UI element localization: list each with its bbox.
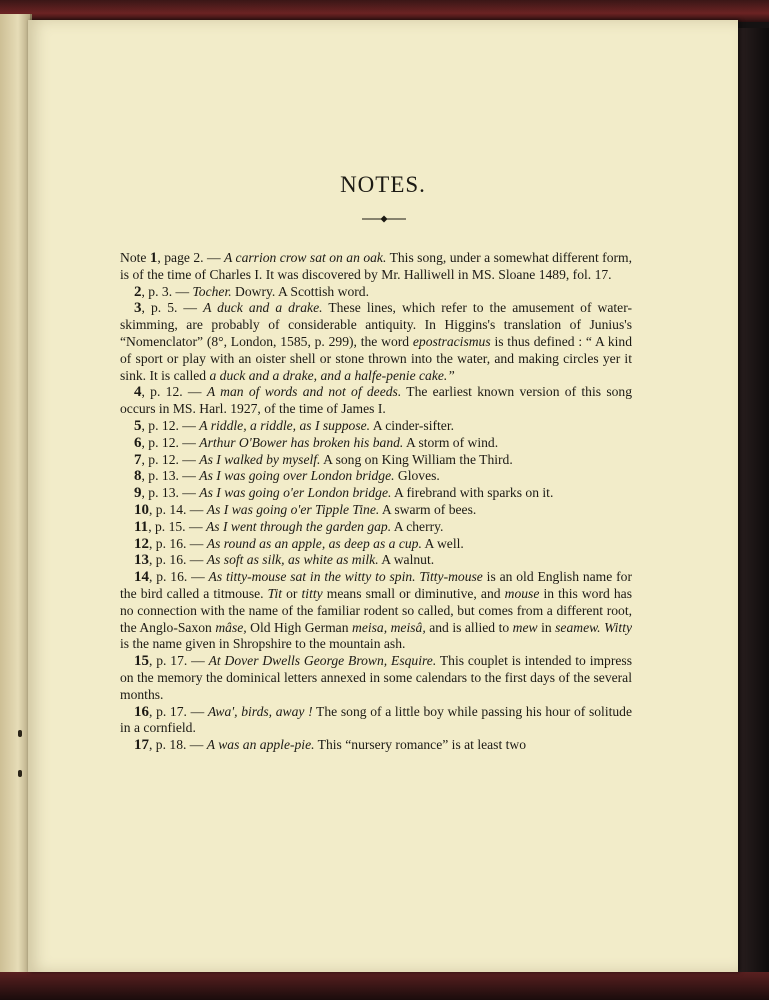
note-italic-text: As titty-mouse sat in the witty to spin. [208,569,416,585]
note-italic-text: titty [301,585,323,601]
note-text: is thus defined : “ A kind of sport or play with an oister shell or stone thrown into the water, and making circles yer it sink. It is called [120,333,632,383]
note-page-ref: , p. 18. — [149,737,207,753]
note-text: The earliest known version of this song occurs in MS. Harl. 1927, of the time of James I. [120,384,632,417]
note-text: A cinder-sifter. [370,417,455,433]
note-italic-text: Arthur O'Bower has broken his band. [199,434,404,450]
note-number: 2 [134,283,142,300]
note-italic-text: A man of words and not of deeds. [206,384,402,400]
note-6 [120,435,632,452]
note-italic-text: As I was going over London bridge. [199,468,395,484]
note-italic-text: mouse [504,585,540,601]
note-number: 7 [134,451,142,468]
binding-mark [18,770,22,777]
note-page-ref: , p. 5. — [141,300,204,316]
note-number: 3 [134,300,142,317]
note-number: 8 [134,468,142,485]
note-text: These lines, which refer to the amusement of water-skimming, are probably of considerable antiquity. In Higgins's translation of Junius's “Nomenclator” (8°, London, 1585, p. 299), the word [120,300,632,349]
note-number: 5 [134,417,142,434]
note-text: A cherry. [391,518,444,534]
note-text: means small or diminutive, and [322,585,505,601]
book-bottom-edge [0,972,769,1000]
note-4 [120,384,632,418]
note-italic-text: A duck and a drake. [203,300,323,316]
note-9 [120,485,632,502]
note-italic-text: Titty-mouse [419,569,483,585]
note-page-ref: , p. 15. — [148,518,206,534]
note-page-ref: , p. 13. — [141,468,200,484]
note-italic-text: As I was going o'er London bridge. [199,485,392,501]
note-page-ref: , p. 12. — [141,417,200,433]
note-text: A storm of wind. [403,434,499,450]
note-number: 17 [134,737,149,754]
note-italic-text: As I walked by myself. [199,451,321,467]
note-italic-text: A carrion crow sat on an oak. [224,250,387,265]
note-page-ref: , p. 12. — [141,451,200,467]
note-text: This “nursery romance” is at least two [314,737,527,753]
note-number: 13 [134,552,149,569]
note-text: is an old English name for the bird called a titmouse. [120,569,632,601]
book-cover-edge [738,28,769,978]
book-binding [0,0,769,22]
note-11 [120,519,632,536]
note-italic-text: A riddle, a riddle, as I suppose. [199,417,371,433]
note-10 [120,502,632,519]
note-italic-text: meisa, meisâ, [352,619,426,635]
note-page-ref: , p. 12. — [141,384,207,400]
note-page-ref: , p. 17. — [149,653,209,669]
note-number: 16 [134,703,149,720]
note-number: 14 [134,569,149,586]
note-text: A well. [421,535,464,551]
note-italic-text: a duck and a drake, and a halfe-penie cake.” [209,367,455,383]
note-page-ref: , p. 3. — [141,283,193,299]
note-number: 11 [134,518,149,535]
note-italic-text: At Dover Dwells George Brown, Esquire. [208,653,437,669]
note-text: Old High German [246,619,353,635]
note-italic-text: seamew. [555,619,601,635]
binding-mark [18,730,22,737]
note-italic-text: As round as an apple, as deep as a cup. [206,535,422,551]
book-page [28,20,738,972]
note-italic-text: mâse, [215,619,247,635]
note-number: 10 [134,501,149,518]
note-italic-text: mew [512,619,538,635]
note-text: A swarm of bees. [379,501,477,517]
note-17 [120,737,632,754]
note-text: A song on King William the Third. [320,451,513,467]
note-page-ref: , p. 16. — [149,569,209,585]
note-italic-text: Tit [267,585,283,601]
note-text: A walnut. [378,552,435,568]
note-number: 1 [149,250,158,266]
note-italic-text: Witty [604,619,633,635]
note-italic-text: Awa', birds, away ! [207,703,313,719]
note-5 [120,418,632,435]
note-page-ref: , p. 14. — [149,501,207,517]
note-number: 12 [134,535,149,552]
note-page-ref: , p. 16. — [149,535,207,551]
note-text: A firebrand with sparks on it. [391,485,554,501]
note-prefix: Note [120,250,150,265]
note-16 [120,704,632,738]
note-1 [120,250,632,284]
note-text: in [537,619,556,635]
note-number: 4 [134,384,142,401]
note-text: or [282,585,302,601]
note-text: in this word has no connection with the name of the familiar rodent so called, but comes from a different root, the Anglo-Saxon [120,585,632,635]
note-number: 9 [134,485,142,502]
page-title: NOTES. [340,172,426,197]
note-page-ref: , p. 12. — [141,434,200,450]
note-text: is the name given in Shropshire to the mountain ash. [120,636,406,652]
note-page-ref: , p. 16. — [149,552,207,568]
note-italic-text: As soft as silk, as white as milk. [206,552,379,568]
note-text: Dowry. A Scottish word. [231,283,369,299]
note-text: The song of a little boy while passing his hour of solitude in a cornfield. [120,703,632,736]
note-2 [120,284,632,301]
note-7 [120,452,632,469]
note-italic-text: As I went through the garden gap. [205,518,392,534]
note-12 [120,536,632,553]
note-3 [120,300,632,384]
notes-list [120,250,632,754]
note-text: Gloves. [394,468,440,484]
note-italic-text: As I was going o'er Tipple Tine. [206,501,380,517]
note-13 [120,552,632,569]
note-italic-text: epostracismus [412,333,491,349]
note-8 [120,468,632,485]
note-text: and is allied to [425,619,513,635]
note-page-ref: , p. 17. — [149,703,208,719]
note-number: 6 [134,434,142,451]
ornament-divider-icon [360,214,408,224]
note-number: 15 [134,653,149,670]
note-page-ref: , p. 13. — [141,485,200,501]
note-15 [120,653,632,703]
note-italic-text: Tocher. [192,283,232,299]
note-italic-text: A was an apple-pie. [206,737,315,753]
note-text: This song, under a somewhat different form, is of the time of Charles I. It was discovered by Mr. Halliwell in MS. Sloane 1489, fol. 17. [120,250,632,282]
note-14 [120,569,632,653]
note-page-ref: , page 2. — [157,250,225,265]
note-text: This couplet is intended to impress on the memory the dominical letters annexed in some calendars to the first days of the several months. [120,653,632,702]
